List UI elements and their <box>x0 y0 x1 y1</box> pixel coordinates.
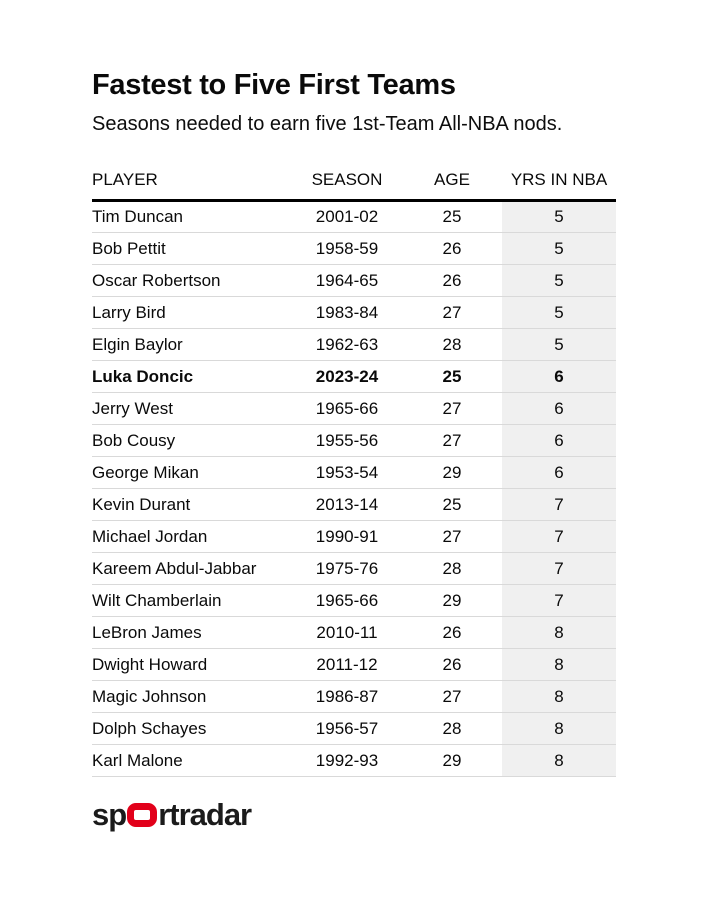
player-cell: Oscar Robertson <box>92 265 292 297</box>
yrs-cell: 5 <box>502 233 616 265</box>
table-row <box>92 617 616 649</box>
season-cell: 2011-12 <box>292 649 402 681</box>
yrs-cell: 7 <box>502 521 616 553</box>
season-cell: 1990-91 <box>292 521 402 553</box>
yrs-cell: 8 <box>502 681 616 713</box>
page-subtitle: Seasons needed to earn five 1st-Team All-NBA nods. <box>92 113 563 136</box>
season-cell: 1992-93 <box>292 745 402 777</box>
yrs-cell: 8 <box>502 617 616 649</box>
yrs-cell: 8 <box>502 649 616 681</box>
yrs-cell: 5 <box>502 201 616 233</box>
age-cell: 27 <box>402 297 502 329</box>
table-row <box>92 329 616 361</box>
age-cell: 27 <box>402 521 502 553</box>
player-cell: Tim Duncan <box>92 201 292 233</box>
season-cell: 1983-84 <box>292 297 402 329</box>
logo-text-sp: sp <box>92 797 127 833</box>
age-cell: 28 <box>402 329 502 361</box>
player-cell: Elgin Baylor <box>92 329 292 361</box>
header-yrs-in-nba: YRS IN NBA <box>502 170 616 201</box>
season-cell: 2023-24 <box>292 361 402 393</box>
content <box>92 69 616 833</box>
age-cell: 25 <box>402 201 502 233</box>
age-cell: 26 <box>402 649 502 681</box>
table-row <box>92 361 616 393</box>
season-cell: 1964-65 <box>292 265 402 297</box>
player-cell: Michael Jordan <box>92 521 292 553</box>
age-cell: 27 <box>402 425 502 457</box>
table-header-row <box>92 170 616 201</box>
player-cell: Luka Doncic <box>92 361 292 393</box>
table-row <box>92 265 616 297</box>
season-cell: 1986-87 <box>292 681 402 713</box>
table-row <box>92 457 616 489</box>
player-cell: George Mikan <box>92 457 292 489</box>
table-row <box>92 297 616 329</box>
table-row <box>92 713 616 745</box>
table-row <box>92 393 616 425</box>
table-row <box>92 489 616 521</box>
table-row <box>92 681 616 713</box>
season-cell: 1958-59 <box>292 233 402 265</box>
season-cell: 2001-02 <box>292 201 402 233</box>
season-cell: 1955-56 <box>292 425 402 457</box>
season-cell: 2010-11 <box>292 617 402 649</box>
player-cell: Bob Pettit <box>92 233 292 265</box>
age-cell: 26 <box>402 617 502 649</box>
yrs-cell: 8 <box>502 713 616 745</box>
age-cell: 26 <box>402 265 502 297</box>
stats-table <box>92 170 616 777</box>
season-cell: 1975-76 <box>292 553 402 585</box>
player-cell: Bob Cousy <box>92 425 292 457</box>
age-cell: 28 <box>402 713 502 745</box>
age-cell: 29 <box>402 585 502 617</box>
sportradar-logo <box>92 797 616 833</box>
yrs-cell: 5 <box>502 265 616 297</box>
logo-o-icon <box>127 803 157 827</box>
table-row <box>92 649 616 681</box>
season-cell: 1965-66 <box>292 585 402 617</box>
table-row <box>92 553 616 585</box>
yrs-cell: 7 <box>502 553 616 585</box>
age-cell: 29 <box>402 745 502 777</box>
page-title: Fastest to Five First Teams <box>92 69 456 101</box>
player-cell: Larry Bird <box>92 297 292 329</box>
yrs-cell: 5 <box>502 329 616 361</box>
player-cell: Magic Johnson <box>92 681 292 713</box>
yrs-cell: 5 <box>502 297 616 329</box>
table-row <box>92 233 616 265</box>
yrs-cell: 7 <box>502 585 616 617</box>
age-cell: 27 <box>402 393 502 425</box>
player-cell: Kevin Durant <box>92 489 292 521</box>
age-cell: 25 <box>402 489 502 521</box>
table-row <box>92 745 616 777</box>
player-cell: LeBron James <box>92 617 292 649</box>
player-cell: Dolph Schayes <box>92 713 292 745</box>
age-cell: 26 <box>402 233 502 265</box>
yrs-cell: 6 <box>502 361 616 393</box>
header-player: PLAYER <box>92 170 292 201</box>
season-cell: 1956-57 <box>292 713 402 745</box>
header-season: SEASON <box>292 170 402 201</box>
age-cell: 25 <box>402 361 502 393</box>
season-cell: 2013-14 <box>292 489 402 521</box>
player-cell: Kareem Abdul-Jabbar <box>92 553 292 585</box>
player-cell: Karl Malone <box>92 745 292 777</box>
table-row <box>92 425 616 457</box>
age-cell: 29 <box>402 457 502 489</box>
season-cell: 1953-54 <box>292 457 402 489</box>
table-row <box>92 585 616 617</box>
player-cell: Jerry West <box>92 393 292 425</box>
yrs-cell: 6 <box>502 393 616 425</box>
yrs-cell: 6 <box>502 457 616 489</box>
header-age: AGE <box>402 170 502 201</box>
age-cell: 28 <box>402 553 502 585</box>
player-cell: Wilt Chamberlain <box>92 585 292 617</box>
season-cell: 1962-63 <box>292 329 402 361</box>
yrs-cell: 8 <box>502 745 616 777</box>
table-row <box>92 521 616 553</box>
logo-text-rt: rt <box>158 797 179 833</box>
logo-text-radar: radar <box>178 797 252 833</box>
yrs-cell: 6 <box>502 425 616 457</box>
season-cell: 1965-66 <box>292 393 402 425</box>
table-row <box>92 201 616 233</box>
yrs-cell: 7 <box>502 489 616 521</box>
age-cell: 27 <box>402 681 502 713</box>
player-cell: Dwight Howard <box>92 649 292 681</box>
